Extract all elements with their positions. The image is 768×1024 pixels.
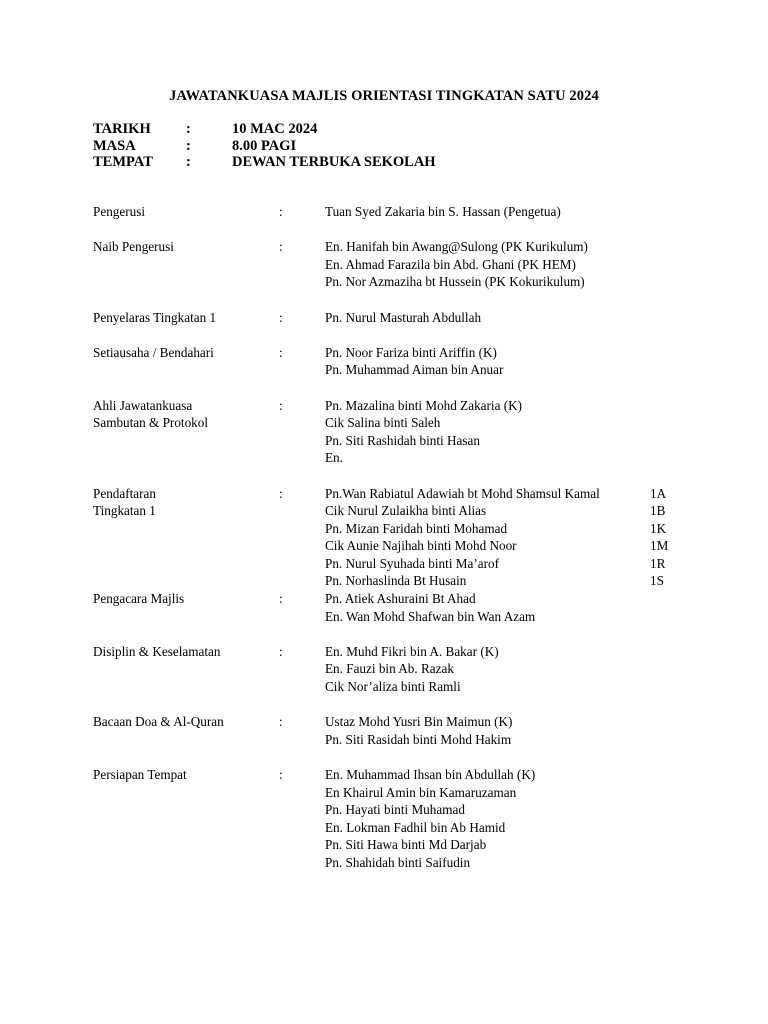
section-spacer — [93, 748, 713, 766]
member-name: Pn. Muhammad Aiman bin Anuar — [325, 362, 504, 378]
member-name: Cik Nurul Zulaikha binti Alias — [325, 503, 487, 519]
member-list — [325, 397, 713, 467]
section-label — [93, 766, 278, 784]
member-list — [325, 238, 713, 291]
section-colon: : — [279, 397, 283, 413]
member-list — [325, 485, 713, 591]
member-row — [325, 836, 713, 854]
section-label — [93, 203, 278, 221]
detail-value: DEWAN TERBUKA SEKOLAH — [232, 154, 436, 170]
member-list — [325, 590, 713, 625]
member-name: En. Ahmad Farazila bin Abd. Ghani (PK HEM) — [325, 256, 576, 272]
member-row — [325, 572, 713, 590]
committee-section — [93, 766, 713, 872]
section-colon: : — [279, 204, 283, 219]
member-class: 1B — [650, 503, 666, 519]
member-row — [325, 273, 713, 291]
section-label — [93, 485, 278, 520]
section-colon: : — [279, 344, 283, 360]
section-label-line: Disiplin & Keselamatan — [93, 643, 221, 659]
member-name: En. — [325, 450, 343, 466]
member-name: Pn. Norhaslinda Bt Husain — [325, 573, 467, 589]
committee-section — [93, 309, 713, 327]
member-row — [325, 397, 713, 415]
member-row — [325, 256, 713, 274]
member-name: Pn. Nurul Masturah Abdullah — [325, 309, 482, 325]
document-title: JAWATANKUASA MAJLIS ORIENTASI TINGKATAN SATU 2024 — [169, 88, 599, 104]
section-label — [93, 309, 278, 327]
committee-section — [93, 397, 713, 467]
committee-section — [93, 590, 713, 625]
member-name: En. Wan Mohd Shafwan bin Wan Azam — [325, 608, 536, 624]
member-name: Pn. Siti Hawa binti Md Darjab — [325, 837, 487, 853]
section-colon: : — [279, 714, 283, 730]
member-row — [325, 766, 713, 784]
member-name: Pn. Mizan Faridah binti Mohamad — [325, 520, 508, 536]
member-row — [325, 203, 713, 221]
event-details — [93, 121, 693, 171]
section-label-line: Pengerusi — [93, 204, 146, 219]
member-name: En. Fauzi bin Ab. Razak — [325, 661, 454, 677]
section-label — [93, 713, 278, 731]
section-label-line: Pengacara Majlis — [93, 591, 185, 607]
member-name: En. Muhammad Ihsan bin Abdullah (K) — [325, 767, 536, 782]
member-row — [325, 238, 713, 256]
section-colon: : — [279, 239, 283, 255]
detail-value: 8.00 PAGI — [232, 137, 297, 154]
member-name: Pn. Atiek Ashuraini Bt Ahad — [325, 591, 476, 607]
member-row — [325, 361, 713, 379]
member-name: Tuan Syed Zakaria bin S. Hassan (Pengetua) — [325, 204, 561, 219]
section-colon: : — [279, 309, 283, 325]
detail-colon: : — [186, 121, 191, 137]
member-name: Cik Salina binti Saleh — [325, 415, 441, 431]
section-label-line: Setiausaha / Bendahari — [93, 344, 214, 360]
member-name: Pn. Noor Fariza binti Ariffin (K) — [325, 344, 497, 360]
member-row — [325, 819, 713, 837]
member-class: 1R — [650, 555, 666, 571]
detail-key: TARIKH — [93, 121, 151, 137]
member-row — [325, 485, 713, 503]
member-row — [325, 502, 713, 520]
member-name: Pn. Siti Rashidah binti Hasan — [325, 432, 480, 448]
member-class: 1S — [650, 573, 664, 589]
committee-section — [93, 344, 713, 379]
section-colon: : — [279, 591, 283, 607]
committee-section — [93, 485, 713, 591]
section-spacer — [93, 625, 713, 643]
member-name: Pn. Shahidah binti Saifudin — [325, 854, 471, 870]
section-label — [93, 643, 278, 661]
member-row — [325, 608, 713, 626]
section-label — [93, 590, 278, 608]
section-colon: : — [279, 767, 283, 782]
member-row — [325, 590, 713, 608]
member-name: Pn.Wan Rabiatul Adawiah bt Mohd Shamsul Kamal — [325, 485, 600, 501]
member-row — [325, 784, 713, 802]
member-name: Pn. Nurul Syuhada binti Ma’arof — [325, 555, 499, 571]
member-class: 1K — [650, 520, 667, 536]
member-row — [325, 801, 713, 819]
section-spacer — [93, 467, 713, 485]
detail-row-date — [93, 121, 693, 138]
member-class: 1M — [650, 538, 669, 554]
section-label-line: Bacaan Doa & Al-Quran — [93, 714, 224, 730]
detail-key: TEMPAT — [93, 154, 153, 170]
member-row — [325, 414, 713, 432]
member-name: Cik Nor’aliza binti Ramli — [325, 679, 461, 695]
member-list — [325, 309, 713, 327]
committee-section — [93, 713, 713, 748]
section-label — [93, 344, 278, 362]
member-row — [325, 309, 713, 327]
committee-section — [93, 203, 713, 221]
member-list — [325, 643, 713, 696]
detail-value: 10 MAC 2024 — [232, 121, 318, 137]
member-name: En. Lokman Fadhil bin Ab Hamid — [325, 819, 506, 835]
detail-colon: : — [186, 137, 191, 154]
section-spacer — [93, 379, 713, 397]
member-name: Pn. Nor Azmaziha bt Hussein (PK Kokurikulum) — [325, 274, 585, 290]
member-name: En Khairul Amin bin Kamaruzaman — [325, 784, 517, 800]
member-name: En. Muhd Fikri bin A. Bakar (K) — [325, 643, 499, 659]
section-spacer — [93, 326, 713, 344]
member-row — [325, 854, 713, 872]
member-list — [325, 344, 713, 379]
member-list — [325, 766, 713, 872]
section-spacer — [93, 696, 713, 714]
section-colon: : — [279, 485, 283, 501]
committee-list — [93, 203, 713, 872]
section-colon: : — [279, 643, 283, 659]
member-row — [325, 520, 713, 538]
member-list — [325, 203, 713, 221]
member-row — [325, 713, 713, 731]
member-row — [325, 643, 713, 661]
member-name: Pn. Hayati binti Muhamad — [325, 802, 465, 818]
member-name: Pn. Siti Rasidah binti Mohd Hakim — [325, 731, 512, 747]
section-label-line: Pendaftaran — [93, 485, 156, 501]
section-label — [93, 397, 278, 432]
section-label-line: Sambutan & Protokol — [93, 415, 209, 431]
section-spacer — [93, 291, 713, 309]
committee-section — [93, 238, 713, 291]
member-name: Ustaz Mohd Yusri Bin Maimun (K) — [325, 714, 513, 730]
member-name: En. Hanifah bin Awang@Sulong (PK Kurikulum) — [325, 239, 588, 255]
detail-key: MASA — [93, 137, 136, 154]
detail-colon: : — [186, 154, 191, 170]
member-row — [325, 555, 713, 573]
detail-row-venue — [93, 154, 693, 171]
member-row — [325, 678, 713, 696]
section-label — [93, 238, 278, 256]
section-label-line: Tingkatan 1 — [93, 503, 156, 519]
member-row — [325, 432, 713, 450]
member-name: Cik Aunie Najihah binti Mohd Noor — [325, 538, 517, 554]
member-list — [325, 713, 713, 748]
member-row — [325, 449, 713, 467]
detail-row-time — [93, 138, 693, 155]
section-label-line: Persiapan Tempat — [93, 767, 187, 782]
member-class: 1A — [650, 485, 667, 501]
committee-section — [93, 643, 713, 696]
member-row — [325, 344, 713, 362]
section-label-line: Naib Pengerusi — [93, 239, 174, 255]
member-row — [325, 537, 713, 555]
member-row — [325, 660, 713, 678]
member-row — [325, 731, 713, 749]
section-label-line: Penyelaras Tingkatan 1 — [93, 309, 217, 325]
section-spacer — [93, 221, 713, 239]
member-name: Pn. Mazalina binti Mohd Zakaria (K) — [325, 397, 523, 413]
section-label-line: Ahli Jawatankuasa — [93, 397, 193, 413]
